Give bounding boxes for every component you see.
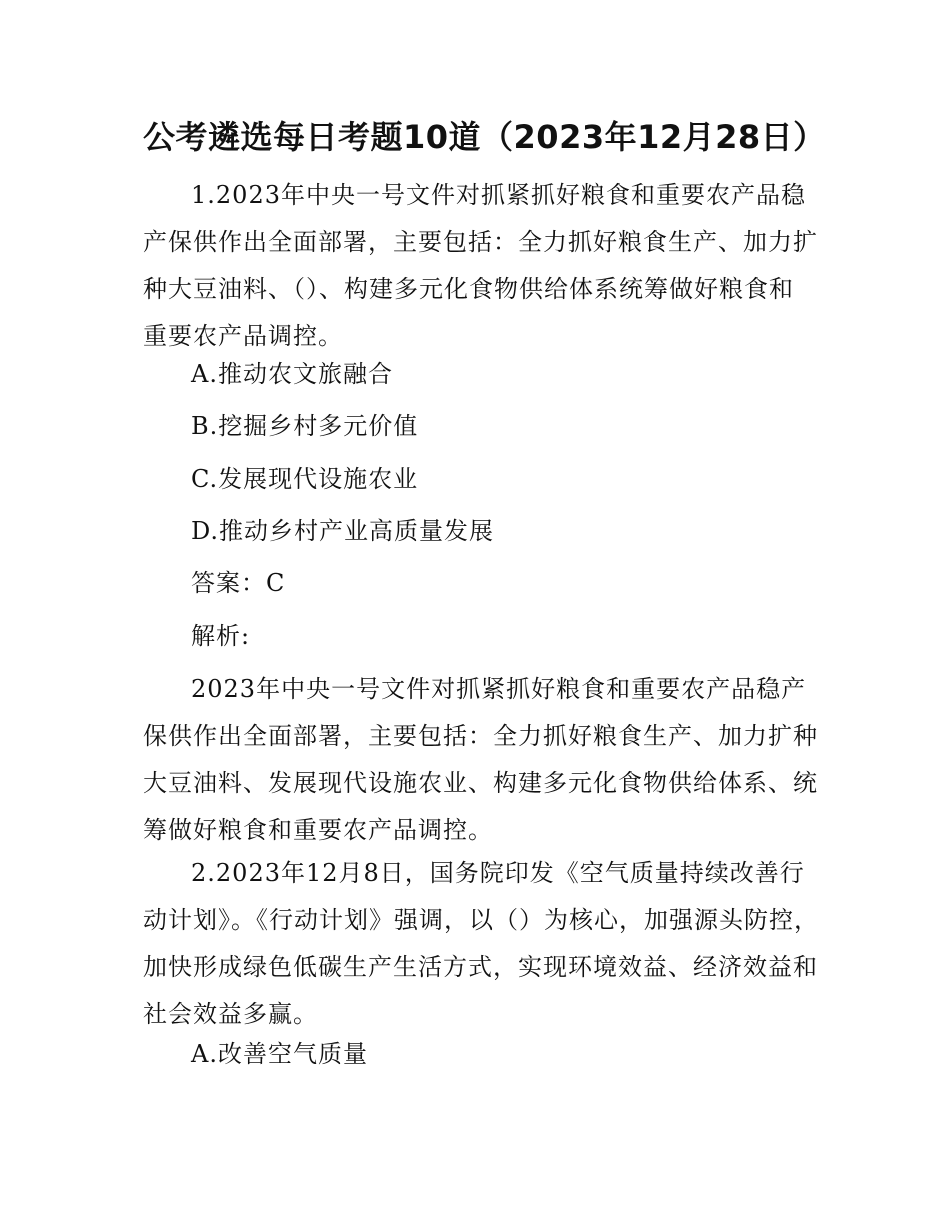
question-1-answer: 答案：C xyxy=(191,569,286,597)
question-1-analysis-line-4: 筹做好粮食和重要农产品调控。 xyxy=(143,816,493,844)
question-1-option-b: B.挖掘乡村多元价值 xyxy=(191,412,419,440)
question-2-stem xyxy=(143,850,819,1038)
question-1-stem-line-4: 重要农产品调控。 xyxy=(143,322,343,350)
question-1-analysis-line-2: 保供作出全面部署，主要包括：全力抓好粮食生产、加力扩种 xyxy=(143,722,818,750)
question-1-analysis xyxy=(143,666,818,854)
page-title: 公考遴选每日考题10道（2023年12月28日） xyxy=(143,118,826,156)
question-2-stem-line-3: 加快形成绿色低碳生产生活方式，实现环境效益、经济效益和 xyxy=(143,953,818,981)
question-1-analysis-line-3: 大豆油料、发展现代设施农业、构建多元化食物供给体系、统 xyxy=(143,769,818,797)
question-2-option-a: A.改善空气质量 xyxy=(191,1040,368,1068)
question-1-stem-line-2: 产保供作出全面部署，主要包括：全力抓好粮食生产、加力扩 xyxy=(143,228,818,256)
question-1-stem xyxy=(143,172,818,360)
question-2-stem-line-1: 2.2023年12月8日，国务院印发《空气质量持续改善行 xyxy=(191,859,805,887)
question-1-analysis-line-1: 2023年中央一号文件对抓紧抓好粮食和重要农产品稳产 xyxy=(191,675,807,703)
question-1-option-c: C.发展现代设施农业 xyxy=(191,465,419,493)
question-1-option-d: D.推动乡村产业高质量发展 xyxy=(191,517,495,545)
question-2-stem-line-2: 动计划》。《行动计划》强调，以（）为核心，加强源头防控， xyxy=(143,906,819,934)
question-2-stem-line-4: 社会效益多赢。 xyxy=(143,1000,318,1028)
question-1-option-a: A.推动农文旅融合 xyxy=(191,360,393,388)
question-1-stem-line-1: 1.2023年中央一号文件对抓紧抓好粮食和重要农产品稳 xyxy=(191,181,806,209)
question-1-stem-line-3: 种大豆油料、（）、构建多元化食物供给体系统筹做好粮食和 xyxy=(143,275,794,303)
question-1-analysis-label: 解析: xyxy=(191,622,251,650)
